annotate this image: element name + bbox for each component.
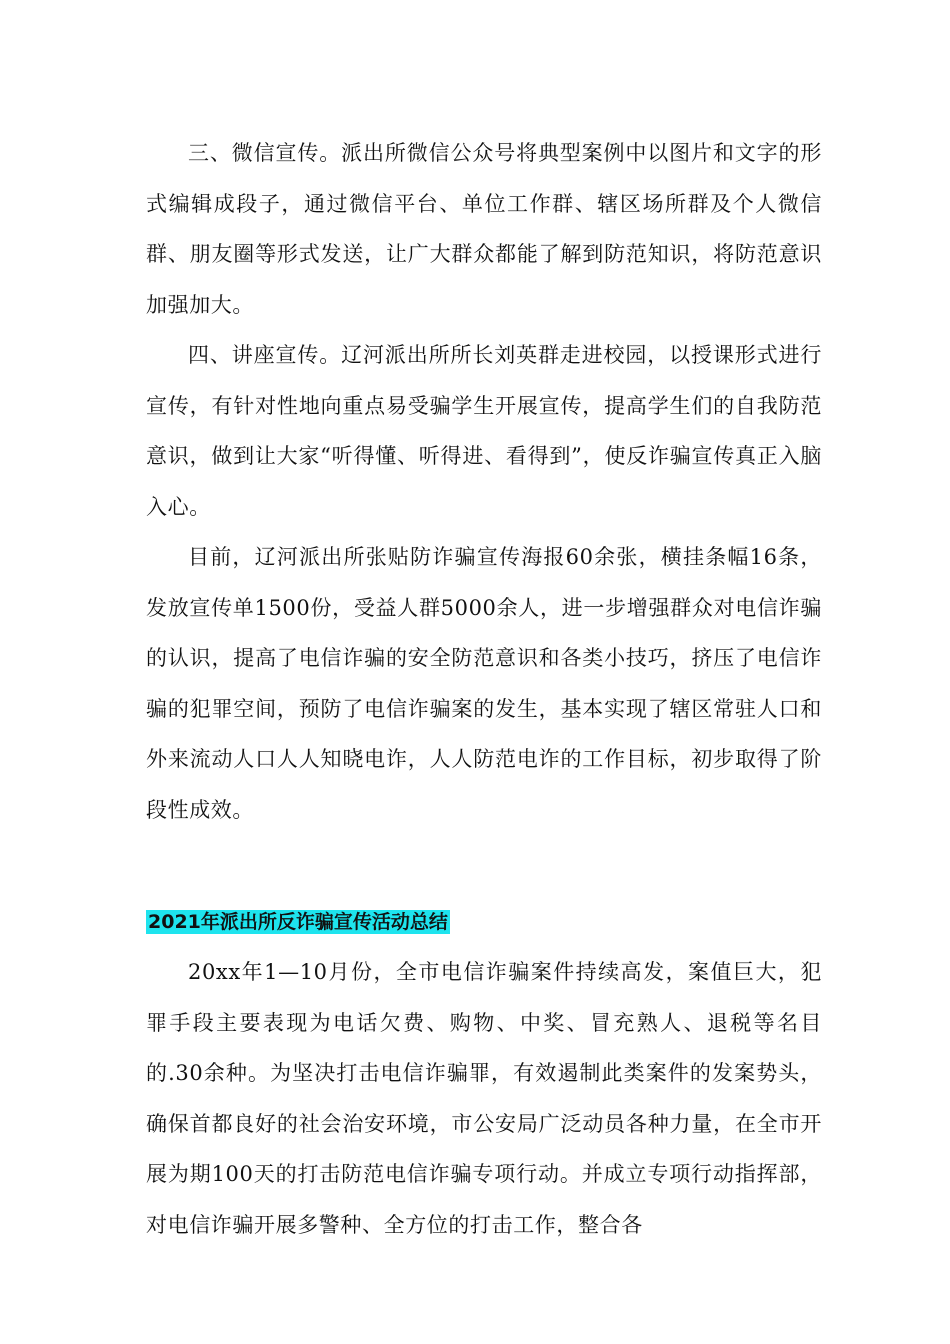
paragraph-current-results: 目前，辽河派出所张贴防诈骗宣传海报60余张，横挂条幅16条，发放宣传单1500份，受益人群5000余人，进一步增强群众对电信诈骗的认识，提高了电信诈骗的安全防范意识和各类小技巧，挤压了电信诈骗的犯罪空间，预防了电信诈骗案的发生，基本实现了辖区常驻人口和外来流动人口人人知晓电诈，人人防范电诈的工作目标，初步取得了阶段性成效。 bbox=[146, 545, 822, 822]
paragraph-wechat-publicity: 三、微信宣传。派出所微信公众号将典型案例中以图片和文字的形式编辑成段子，通过微信平台、单位工作群、辖区场所群及个人微信群、朋友圈等形式发送，让广大群众都能了解到防范知识，将防范意识加强加大。 bbox=[146, 141, 822, 317]
section-heading-text: 2021年派出所反诈骗宣传活动总结 bbox=[148, 911, 448, 933]
paragraph-summary-intro: 20xx年1—10月份，全市电信诈骗案件持续高发，案值巨大，犯罪手段主要表现为电话欠费、购物、中奖、冒充熟人、退税等名目的.30余种。为坚决打击电信诈骗罪，有效遏制此类案件的发案势头，确保首都良好的社会治安环境，市公安局广泛动员各种力量，在全市开展为期100天的打击防范电信诈骗专项行动。并成立专项行动指挥部，对电信诈骗开展多警种、全方位的打击工作，整合各 bbox=[146, 960, 822, 1237]
document-page bbox=[146, 128, 822, 1250]
section-heading bbox=[146, 897, 822, 947]
paragraph-lecture-publicity: 四、讲座宣传。辽河派出所所长刘英群走进校园，以授课形式进行宣传，有针对性地向重点易受骗学生开展宣传，提高学生们的自我防范意识，做到让大家“听得懂、听得进、看得到”，使反诈骗宣传真正入脑入心。 bbox=[146, 343, 822, 519]
